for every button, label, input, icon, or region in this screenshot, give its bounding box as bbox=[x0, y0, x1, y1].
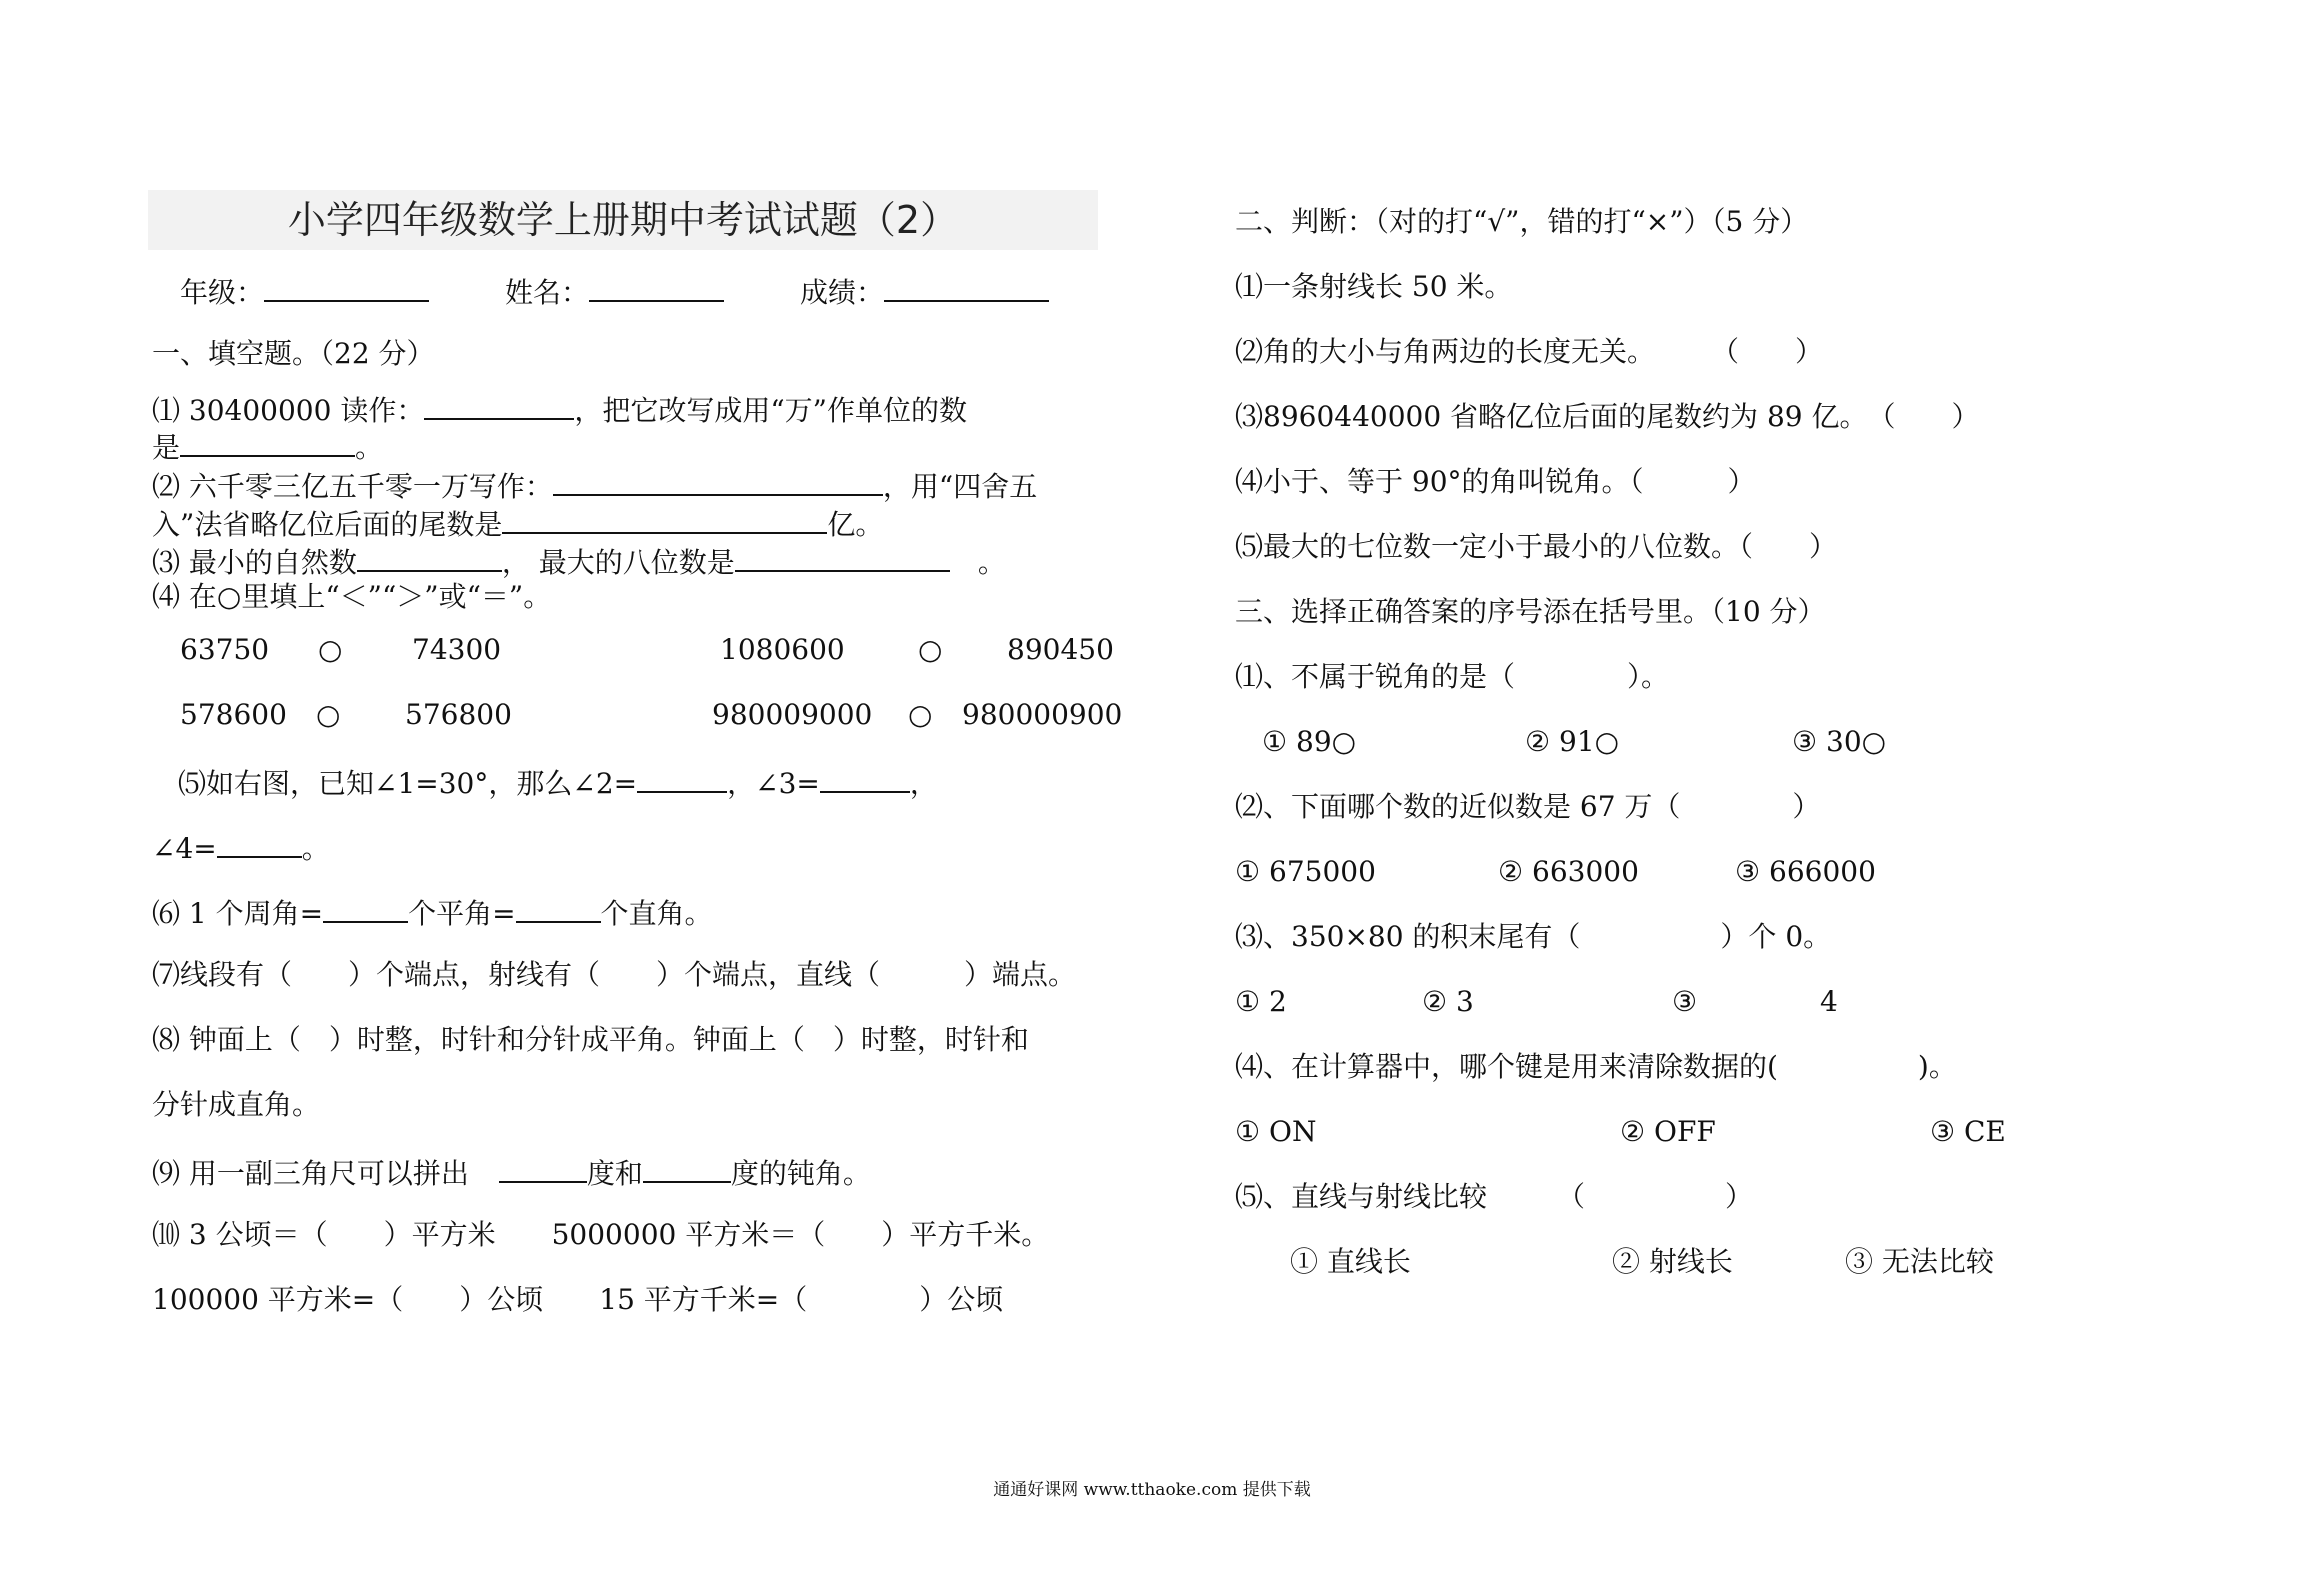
compare-2c: 980009000 bbox=[712, 698, 873, 731]
choice-q1-opt3: ③ 30○ bbox=[1792, 725, 1887, 758]
compare-2a: 578600 bbox=[180, 698, 287, 731]
choice-q4-opt2: ② OFF bbox=[1620, 1115, 1716, 1148]
q9-line: ⑼ 用一副三角尺可以拼出 度和 度的钝角。 bbox=[152, 1153, 871, 1191]
choice-q1: ⑴、不属于锐角的是（ ）。 bbox=[1235, 660, 1670, 693]
compare-1b: 74300 bbox=[412, 633, 502, 666]
choice-q3-opt3-value: 4 bbox=[1820, 985, 1838, 1018]
choice-q5-opt2: ② 射线长 bbox=[1612, 1245, 1733, 1278]
compare-2-op2: ○ bbox=[908, 698, 933, 731]
page-title: 小学四年级数学上册期中考试试题（2） bbox=[148, 190, 1098, 250]
compare-2-op: ○ bbox=[316, 698, 341, 731]
q2-line1: ⑵ 六千零三亿五千零一万写作： ，用“四舍五 bbox=[152, 466, 1037, 504]
q2-line2: 入”法省略亿位后面的尾数是 亿。 bbox=[152, 504, 883, 542]
choice-q5-opt3: ③ 无法比较 bbox=[1845, 1245, 1994, 1278]
choice-q4: ⑷、在计算器中，哪个键是用来清除数据的( )。 bbox=[1235, 1050, 1957, 1083]
compare-1-op: ○ bbox=[318, 633, 343, 666]
name-label: 姓名： bbox=[505, 276, 590, 309]
q3-line: ⑶ 最小的自然数 ， 最大的八位数是 。 bbox=[152, 542, 1006, 580]
judge-item-5: ⑸最大的七位数一定小于最小的八位数。（ ） bbox=[1235, 530, 1838, 563]
q5-line2: ∠4= 。 bbox=[152, 828, 330, 866]
footer-credit: 通通好课网 www.tthaoke.com 提供下载 bbox=[993, 1480, 1311, 1500]
judge-item-3: ⑶8960440000 省略亿位后面的尾数约为 89 亿。 （ ） bbox=[1235, 400, 1980, 433]
compare-1d: 890450 bbox=[1007, 633, 1114, 666]
choice-q1-opt1: ① 89○ bbox=[1262, 725, 1357, 758]
choice-q3-opt3: ③ bbox=[1672, 985, 1698, 1018]
q1-line2: 是 。 bbox=[152, 427, 383, 465]
choice-q1-opt2: ② 91○ bbox=[1525, 725, 1620, 758]
name-blank bbox=[589, 272, 724, 302]
choice-q5: ⑸、直线与射线比较 （ ） bbox=[1235, 1180, 1754, 1213]
choice-q3-opt2: ② 3 bbox=[1422, 985, 1474, 1018]
compare-2b: 576800 bbox=[405, 698, 512, 731]
choice-q4-opt3: ③ CE bbox=[1930, 1115, 2006, 1148]
compare-1-op2: ○ bbox=[918, 633, 943, 666]
q10-line1: ⑽ 3 公顷＝（ ）平方米 5000000 平方米＝（ ）平方千米。 bbox=[152, 1218, 1050, 1251]
choice-q3-opt1: ① 2 bbox=[1235, 985, 1287, 1018]
choice-q5-opt1: ① 直线长 bbox=[1290, 1245, 1411, 1278]
part1-heading: 一、填空题。（22 分） bbox=[152, 337, 435, 370]
score-blank bbox=[884, 272, 1049, 302]
name-field bbox=[505, 272, 724, 310]
grade-field bbox=[180, 272, 429, 310]
part3-heading: 三、选择正确答案的序号添在括号里。（10 分） bbox=[1235, 595, 1826, 628]
choice-q4-opt1: ① ON bbox=[1235, 1115, 1317, 1148]
score-field bbox=[800, 272, 1049, 310]
q1-line1: ⑴ 30400000 读作： ，把它改写成用“万”作单位的数 bbox=[152, 390, 967, 428]
grade-blank bbox=[264, 272, 429, 302]
choice-q3: ⑶、350×80 的积末尾有（ ）个 0。 bbox=[1235, 920, 1832, 953]
q10-line2: 100000 平方米=（ ）公顷 15 平方千米=（ ）公顷 bbox=[152, 1283, 1004, 1316]
compare-1a: 63750 bbox=[180, 633, 270, 666]
compare-2d: 980000900 bbox=[962, 698, 1123, 731]
judge-item-2: ⑵角的大小与角两边的长度无关。 （ ） bbox=[1235, 335, 1824, 368]
judge-item-4: ⑷小于、等于 90°的角叫锐角。（ ） bbox=[1235, 465, 1756, 498]
score-label: 成绩： bbox=[800, 276, 885, 309]
grade-label: 年级： bbox=[180, 276, 265, 309]
part2-heading: 二、判断：（对的打“√”，错的打“×”）（5 分） bbox=[1235, 205, 1809, 238]
q6-line: ⑹ 1 个周角= 个平角= 个直角。 bbox=[152, 893, 713, 931]
q4-line: ⑷ 在○里填上“＜”“＞”或“＝”。 bbox=[152, 580, 552, 613]
judge-item-1: ⑴一条射线长 50 米。 bbox=[1235, 270, 1513, 303]
choice-q2: ⑵、下面哪个数的近似数是 67 万（ ） bbox=[1235, 790, 1821, 823]
choice-q2-opt1: ① 675000 bbox=[1235, 855, 1376, 888]
compare-1c: 1080600 bbox=[720, 633, 845, 666]
q7-line: ⑺线段有（ ）个端点，射线有（ ）个端点，直线（ ）端点。 bbox=[152, 958, 1077, 991]
q5-line1: ⑸如右图，已知∠1=30°，那么∠2= ，∠3= ， bbox=[178, 763, 938, 801]
choice-q2-opt3: ③ 666000 bbox=[1735, 855, 1876, 888]
q8-line1: ⑻ 钟面上（ ）时整，时针和分针成平角。钟面上（ ）时整，时针和 bbox=[152, 1023, 1029, 1056]
choice-q2-opt2: ② 663000 bbox=[1498, 855, 1639, 888]
q8-line2: 分针成直角。 bbox=[152, 1088, 321, 1121]
